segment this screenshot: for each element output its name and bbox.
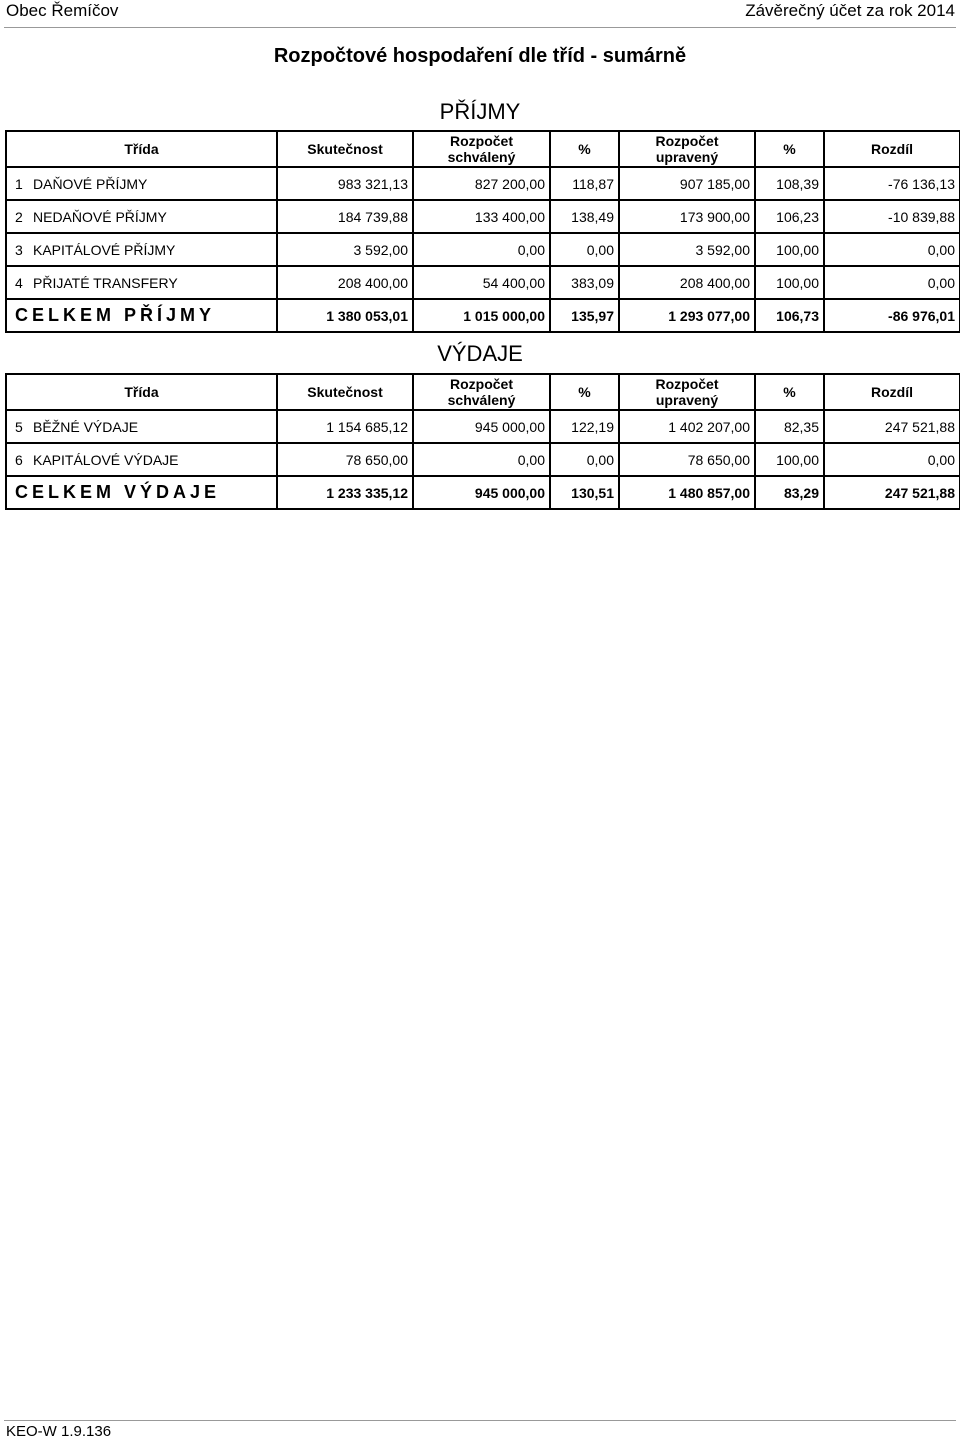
cell-actual: 184 739,88: [277, 200, 413, 233]
cell-difference: -76 136,13: [824, 167, 960, 200]
row-number: 3: [15, 241, 23, 258]
total-label: CELKEM PŘÍJMY: [6, 299, 277, 332]
cell-actual: 3 592,00: [277, 233, 413, 266]
total-actual: 1 380 053,01: [277, 299, 413, 332]
col-header-pct-adjusted: %: [755, 131, 824, 167]
total-label: CELKEM VÝDAJE: [6, 476, 277, 509]
col-header-class: Třída: [6, 374, 277, 410]
cell-approved: 827 200,00: [413, 167, 550, 200]
col-header-pct-approved: %: [550, 374, 619, 410]
cell-pct-adjusted: 106,23: [755, 200, 824, 233]
expense-header-row: [6, 374, 960, 410]
cell-approved: 0,00: [413, 443, 550, 476]
table-row: [6, 266, 960, 299]
col-header-difference: Rozdíl: [824, 374, 960, 410]
total-pct-approved: 130,51: [550, 476, 619, 509]
cell-actual: 208 400,00: [277, 266, 413, 299]
report-name: Závěrečný účet za rok 2014: [745, 1, 955, 20]
cell-pct-approved: 118,87: [550, 167, 619, 200]
income-rows: [6, 167, 960, 299]
row-label: [6, 200, 277, 233]
row-label: [6, 410, 277, 443]
income-total-row: [6, 299, 960, 332]
col-header-actual: Skutečnost: [277, 374, 413, 410]
cell-pct-approved: 138,49: [550, 200, 619, 233]
total-difference: 247 521,88: [824, 476, 960, 509]
table-row: [6, 443, 960, 476]
cell-pct-approved: 122,19: [550, 410, 619, 443]
income-heading: PŘÍJMY: [439, 99, 521, 124]
table-row: [6, 167, 960, 200]
header-divider: [4, 27, 956, 28]
cell-difference: 0,00: [824, 233, 960, 266]
total-approved: 945 000,00: [413, 476, 550, 509]
footer-divider: [4, 1420, 956, 1421]
row-name: BĚŽNÉ VÝDAJE: [33, 418, 139, 435]
cell-approved: 133 400,00: [413, 200, 550, 233]
total-pct-adjusted: 83,29: [755, 476, 824, 509]
row-number: 1: [15, 175, 23, 192]
cell-actual: 983 321,13: [277, 167, 413, 200]
table-row: [6, 200, 960, 233]
cell-pct-adjusted: 100,00: [755, 233, 824, 266]
total-actual: 1 233 335,12: [277, 476, 413, 509]
cell-pct-adjusted: 108,39: [755, 167, 824, 200]
col-header-approved: Rozpočet schválený: [413, 131, 550, 167]
cell-actual: 78 650,00: [277, 443, 413, 476]
col-header-difference: Rozdíl: [824, 131, 960, 167]
total-adjusted: 1 293 077,00: [619, 299, 755, 332]
expense-total-row: [6, 476, 960, 509]
cell-adjusted: 907 185,00: [619, 167, 755, 200]
row-number: 5: [15, 418, 23, 435]
table-row: [6, 233, 960, 266]
page-title: Rozpočtové hospodaření dle tříd - sumárně: [273, 45, 687, 67]
total-difference: -86 976,01: [824, 299, 960, 332]
software-version: KEO-W 1.9.136: [6, 1423, 112, 1440]
cell-adjusted: 78 650,00: [619, 443, 755, 476]
total-pct-adjusted: 106,73: [755, 299, 824, 332]
cell-approved: 54 400,00: [413, 266, 550, 299]
col-header-adjusted: Rozpočet upravený: [619, 374, 755, 410]
col-header-adjusted: Rozpočet upravený: [619, 131, 755, 167]
cell-approved: 0,00: [413, 233, 550, 266]
cell-pct-adjusted: 100,00: [755, 266, 824, 299]
cell-adjusted: 208 400,00: [619, 266, 755, 299]
total-approved: 1 015 000,00: [413, 299, 550, 332]
income-header-row: [6, 131, 960, 167]
cell-pct-approved: 383,09: [550, 266, 619, 299]
col-header-pct-approved: %: [550, 131, 619, 167]
cell-difference: 0,00: [824, 443, 960, 476]
cell-difference: -10 839,88: [824, 200, 960, 233]
row-label: [6, 443, 277, 476]
cell-pct-adjusted: 82,35: [755, 410, 824, 443]
expense-table: [5, 373, 960, 510]
cell-approved: 945 000,00: [413, 410, 550, 443]
cell-pct-approved: 0,00: [550, 443, 619, 476]
row-number: 6: [15, 451, 23, 468]
col-header-approved: Rozpočet schválený: [413, 374, 550, 410]
row-name: KAPITÁLOVÉ PŘÍJMY: [33, 241, 176, 258]
col-header-pct-adjusted: %: [755, 374, 824, 410]
row-label: [6, 266, 277, 299]
row-label: [6, 233, 277, 266]
cell-adjusted: 173 900,00: [619, 200, 755, 233]
cell-difference: 0,00: [824, 266, 960, 299]
col-header-actual: Skutečnost: [277, 131, 413, 167]
municipality-name: Obec Řemíčov: [6, 1, 119, 20]
table-row: [6, 410, 960, 443]
row-name: PŘIJATÉ TRANSFERY: [33, 274, 178, 291]
cell-adjusted: 1 402 207,00: [619, 410, 755, 443]
cell-actual: 1 154 685,12: [277, 410, 413, 443]
row-name: KAPITÁLOVÉ VÝDAJE: [33, 451, 179, 468]
income-table: [5, 130, 960, 333]
row-name: DAŇOVÉ PŘÍJMY: [33, 175, 148, 192]
cell-pct-adjusted: 100,00: [755, 443, 824, 476]
expense-rows: [6, 410, 960, 476]
total-adjusted: 1 480 857,00: [619, 476, 755, 509]
cell-adjusted: 3 592,00: [619, 233, 755, 266]
total-pct-approved: 135,97: [550, 299, 619, 332]
row-label: [6, 167, 277, 200]
row-number: 2: [15, 208, 23, 225]
col-header-class: Třída: [6, 131, 277, 167]
row-name: NEDAŇOVÉ PŘÍJMY: [33, 208, 167, 225]
row-number: 4: [15, 274, 23, 291]
cell-difference: 247 521,88: [824, 410, 960, 443]
expense-heading: VÝDAJE: [437, 341, 523, 366]
cell-pct-approved: 0,00: [550, 233, 619, 266]
